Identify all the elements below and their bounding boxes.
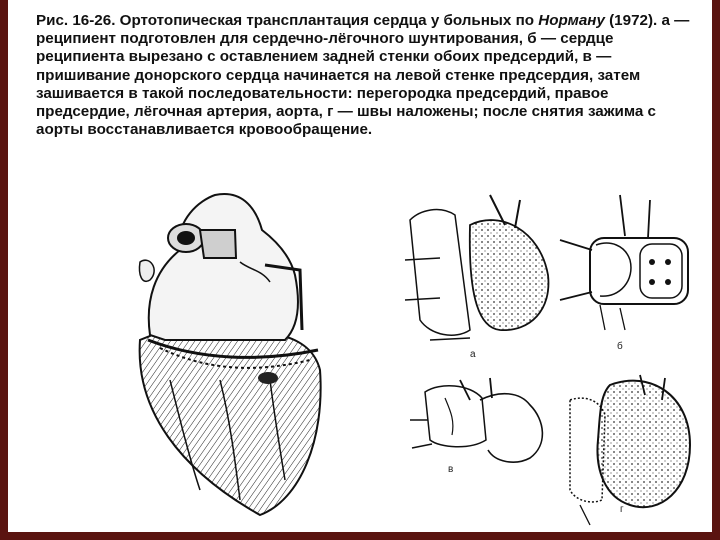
- caption-author: Норману: [538, 12, 605, 29]
- surgical-diagram-a: [405, 195, 548, 340]
- surgical-diagram-g: [570, 375, 690, 525]
- surgical-diagram-b: [560, 195, 688, 330]
- caption-body: а — реципиент подготовлен для сердечно-лёгочного шунтирования, б — сердце реципиента вырезано с оставлением задней стенки обоих предсердий, в — пришивание донорского сердца начинается на левой стенке предсердия, затем зашивается в такой последовательности: перегородка предсердий, правое предсердие, лёгочная артерия, аорта, г — швы наложены; после снятия зажима с аорты восстанавливается кровообращение.: [36, 12, 690, 139]
- caption-year: (1972).: [609, 12, 658, 29]
- panel-label-g: г: [620, 504, 624, 515]
- panel-label-b: б: [617, 341, 623, 352]
- surgical-diagram-v: [410, 378, 542, 462]
- caption-label: Рис. 16-26.: [36, 12, 116, 29]
- panel-label-v: в: [448, 464, 454, 475]
- panel-label-a: а: [470, 349, 476, 360]
- caption-title: Ортотопическая трансплантация сердца у больных по: [119, 12, 535, 29]
- heart-illustration: [139, 194, 320, 515]
